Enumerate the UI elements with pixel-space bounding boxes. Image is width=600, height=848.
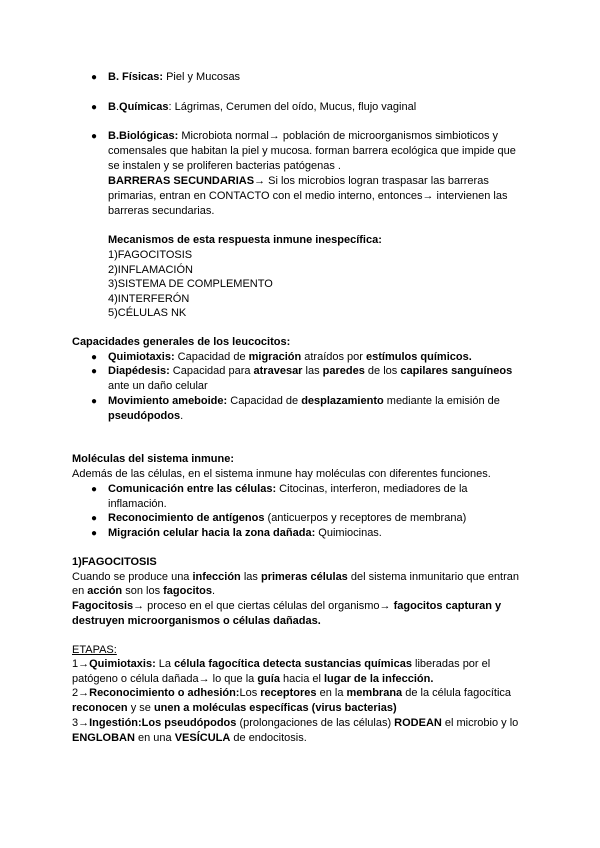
etapa-2-l2: reconocen y se unen a moléculas específicas (virus bacterias): [72, 702, 397, 714]
barrera-biologica-l3: se instalen y se proliferen bacterias patógenas .: [108, 160, 341, 172]
moleculas-title: Moléculas del sistema inmune:: [72, 453, 234, 465]
capacidades-title: Capacidades generales de los leucocitos:: [72, 336, 291, 348]
fagocitosis-title: 1)FAGOCITOSIS: [72, 556, 157, 568]
capacidad-ameboide-l2: pseudópodos.: [108, 410, 184, 422]
molecula-reconocimiento: Reconocimiento de antígenos (anticuerpos y receptores de membrana): [108, 512, 467, 524]
molecula-migracion: Migración celular hacia la zona dañada: Quimiocinas.: [108, 527, 382, 539]
etapa-3-l2: ENGLOBAN en una VESÍCULA de endocitosis.: [72, 732, 307, 744]
bullet: ●: [91, 484, 98, 495]
etapa-1-l2: patógeno o célula dañada→ lo que la guía hacia el lugar de la infección.: [72, 673, 434, 685]
mecanismo-item: 1)FAGOCITOSIS: [108, 249, 193, 261]
mecanismo-item: 4)INTERFERÓN: [108, 293, 190, 305]
fagocitosis-def: Fagocitosis→ proceso en el que ciertas células del organismo→ fagocitos capturan y: [72, 600, 502, 612]
etapa-3: 3→Ingestión:Los pseudópodos (prolongaciones de las células) RODEAN el microbio y lo: [72, 717, 519, 729]
barrera-fisica: B. Físicas: Piel y Mucosas: [108, 71, 241, 83]
barrera-biologica-l2: comensales que habitan la piel y mucosa. forman barrera ecológica que impide que: [108, 145, 516, 157]
fagocitosis-p1-l2: en acción son los fagocitos.: [72, 585, 216, 597]
bullet: ●: [91, 513, 98, 524]
barreras-secundarias: BARRERAS SECUNDARIAS→ Si los microbios logran traspasar las barreras: [108, 175, 489, 187]
molecula-comunicacion-l2: inflamación.: [108, 498, 167, 510]
bullet: ●: [91, 102, 98, 113]
barrera-quimica: B.Químicas: Lágrimas, Cerumen del oído, Mucus, flujo vaginal: [108, 101, 417, 113]
bullet: ●: [91, 366, 98, 377]
bullet: ●: [91, 131, 98, 142]
barreras-secundarias-l3: barreras secundarias.: [108, 205, 215, 217]
mecanismos-title: Mecanismos de esta respuesta inmune inespecífica:: [108, 234, 382, 246]
barrera-biologica: B.Biológicas: Microbiota normal→ población de microorganismos simbioticos y: [108, 130, 499, 142]
moleculas-intro: Además de las células, en el sistema inmune hay moléculas con diferentes funciones.: [72, 468, 491, 480]
bullet: ●: [91, 352, 98, 363]
fagocitosis-def-l2: destruyen microorganismos o células dañadas.: [72, 615, 321, 627]
capacidad-diapedesis-l2: ante un daño celular: [108, 380, 208, 392]
molecula-comunicacion: Comunicación entre las células: Citocinas, interferon, mediadores de la: [108, 483, 468, 495]
mecanismo-item: 2)INFLAMACIÓN: [108, 264, 193, 276]
barreras-secundarias-l2: primarias, entran en CONTACTO con el medio interno, entonces→ intervienen las: [108, 190, 508, 202]
fagocitosis-p1: Cuando se produce una infección las primeras células del sistema inmunitario que entran: [72, 571, 520, 583]
mecanismo-item: 3)SISTEMA DE COMPLEMENTO: [108, 278, 273, 290]
etapas-title: ETAPAS:: [72, 644, 117, 656]
capacidad-quimiotaxis: Quimiotaxis: Capacidad de migración atraídos por estímulos químicos.: [108, 351, 472, 363]
etapa-1: 1→Quimiotaxis: La célula fagocítica detecta sustancias químicas liberadas por el: [72, 658, 491, 670]
bullet: ●: [91, 396, 98, 407]
bullet: ●: [91, 528, 98, 539]
capacidad-ameboide: Movimiento ameboide: Capacidad de desplazamiento mediante la emisión de: [108, 395, 500, 407]
bullet: ●: [91, 72, 98, 83]
mecanismo-item: 5)CÉLULAS NK: [108, 307, 187, 319]
etapa-2: 2→Reconocimiento o adhesión:Los receptores en la membrana de la célula fagocítica: [72, 687, 512, 699]
capacidad-diapedesis: Diapédesis: Capacidad para atravesar las paredes de los capilares sanguíneos: [108, 365, 513, 377]
